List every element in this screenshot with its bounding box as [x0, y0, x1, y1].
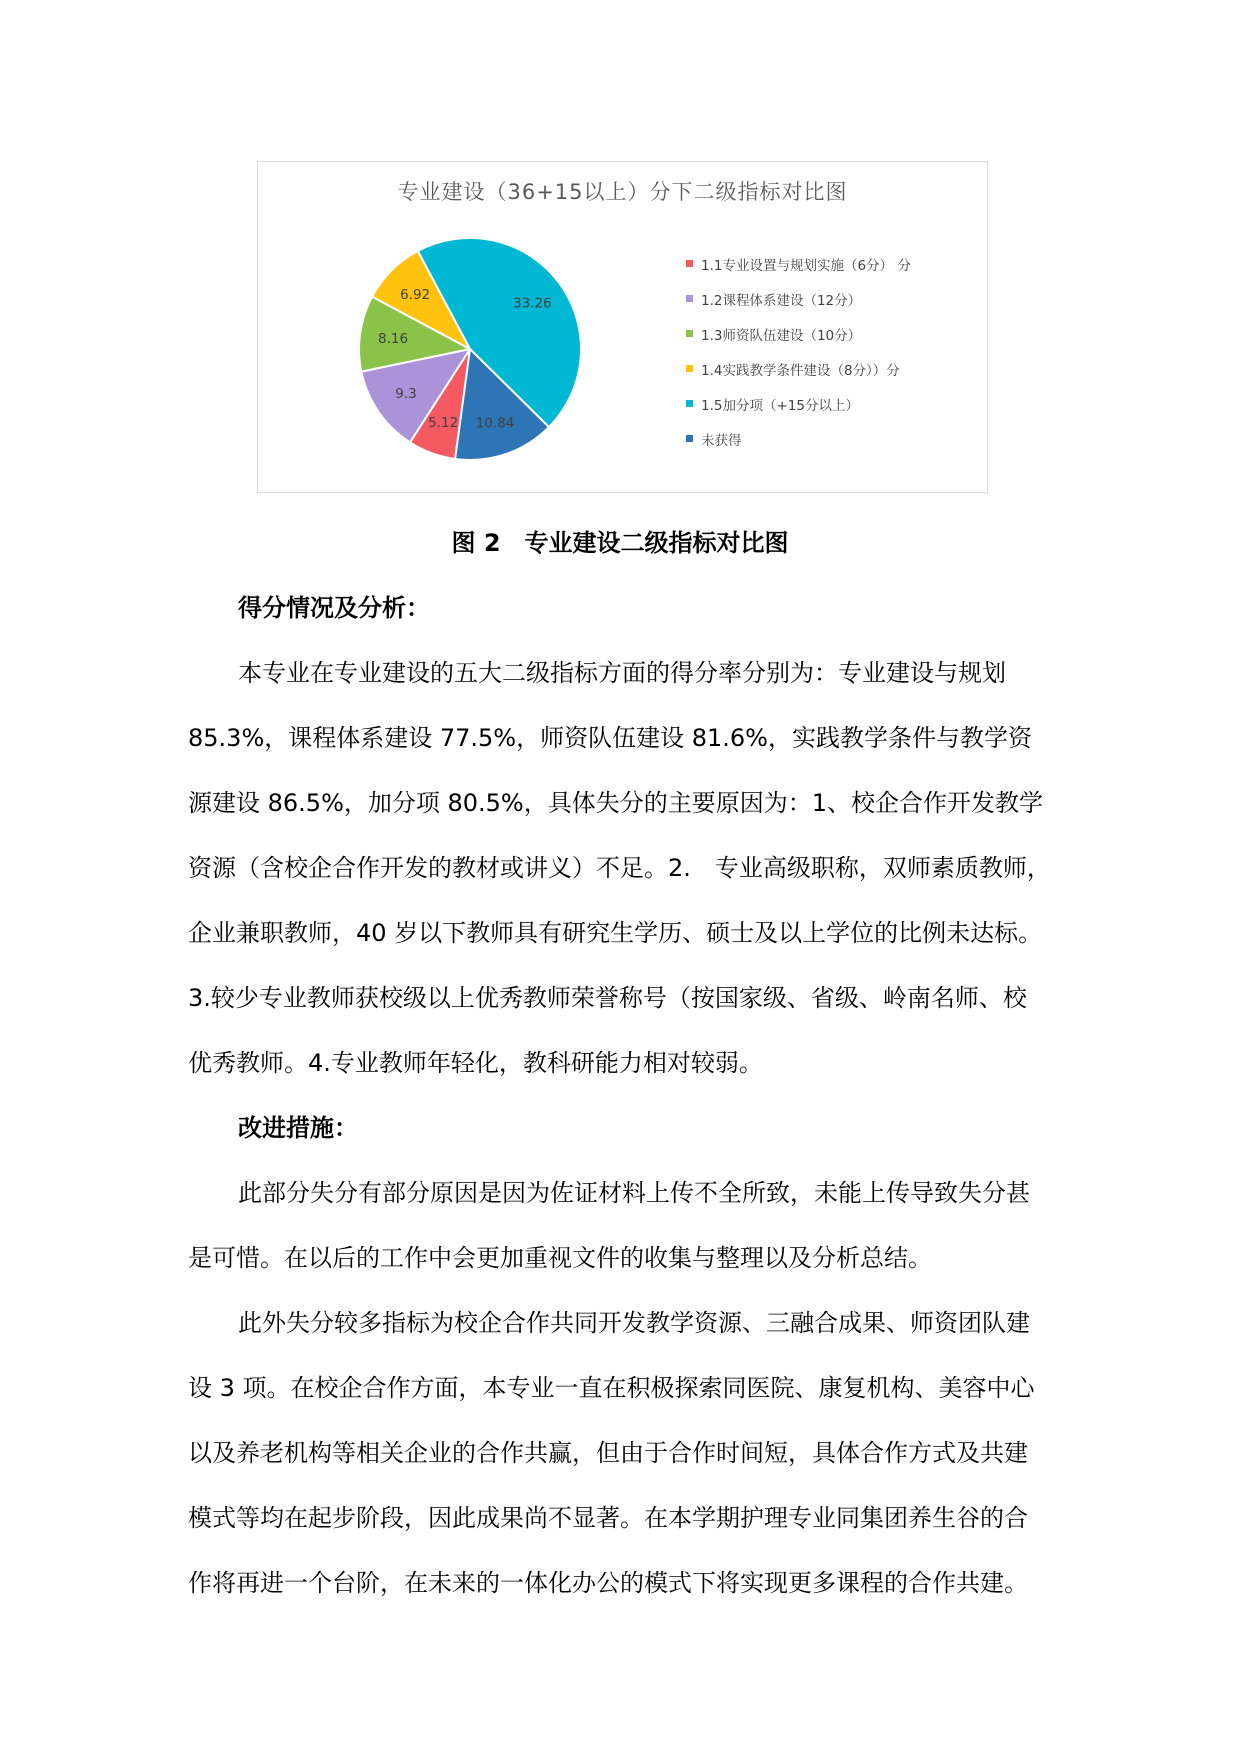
legend-swatch — [686, 365, 693, 372]
legend-item — [686, 351, 911, 386]
paragraph-line: 以及养老机构等相关企业的合作共赢，但由于合作时间短，具体合作方式及共建 — [188, 1439, 1028, 1467]
paragraph-line: 85.3%，课程体系建设 77.5%，师资队伍建设 81.6%，实践教学条件与教学资 — [188, 724, 1032, 752]
legend-item — [686, 421, 911, 456]
pie-data-label: 6.92 — [400, 286, 431, 303]
legend-item — [686, 316, 911, 351]
paragraph-line: 设 3 项。在校企合作方面，本专业一直在积极探索同医院、康复机构、美容中心 — [188, 1374, 1035, 1402]
paragraph-line: 模式等均在起步阶段，因此成果尚不显著。在本学期护理专业同集团养生谷的合 — [188, 1504, 1028, 1532]
paragraph-line: 本专业在专业建设的五大二级指标方面的得分率分别为：专业建设与规划 — [238, 659, 1006, 687]
legend-item — [686, 281, 911, 316]
paragraph-line: 源建设 86.5%，加分项 80.5%，具体失分的主要原因为：1、校企合作开发教学 — [188, 789, 1044, 817]
legend-swatch — [686, 295, 693, 302]
paragraph-line: 企业兼职教师，40 岁以下教师具有研究生学历、硕士及以上学位的比例未达标。 — [188, 919, 1043, 947]
chart-legend — [686, 246, 911, 456]
legend-label: 1.2课程体系建设（12分） — [701, 292, 862, 309]
pie-chart — [257, 161, 988, 493]
legend-item — [686, 386, 911, 421]
legend-item — [686, 246, 911, 281]
legend-label: 1.5加分项（+15分以上） — [701, 397, 859, 414]
legend-label: 1.1专业设置与规划实施（6分） 分 — [701, 257, 911, 274]
paragraph-line: 此外失分较多指标为校企合作共同开发教学资源、三融合成果、师资团队建 — [238, 1309, 1030, 1337]
paragraph-line: 是可惜。在以后的工作中会更加重视文件的收集与整理以及分析总结。 — [188, 1244, 932, 1272]
legend-label: 1.3师资队伍建设（10分） — [701, 327, 862, 344]
paragraph-line: 作将再进一个台阶，在未来的一体化办公的模式下将实现更多课程的合作共建。 — [188, 1569, 1028, 1597]
legend-label: 1.4实践教学条件建设（8分））分 — [701, 362, 900, 379]
figure-title: 专业建设二级指标对比图 — [524, 529, 789, 557]
legend-swatch — [686, 435, 693, 442]
pie-data-label: 9.3 — [395, 386, 417, 403]
pie-data-label: 10.84 — [475, 415, 515, 432]
legend-swatch — [686, 400, 693, 407]
pie-data-label: 5.12 — [428, 414, 459, 431]
paragraph-line: 优秀教师。4.专业教师年轻化，教科研能力相对较弱。 — [188, 1049, 763, 1077]
chart-title: 专业建设（36+15以上）分下二级指标对比图 — [397, 180, 848, 204]
figure-caption — [0, 523, 1240, 558]
pie-data-label: 8.16 — [378, 330, 409, 347]
legend-swatch — [686, 330, 693, 337]
paragraph-line: 资源（含校企合作开发的教材或讲义）不足。2. 专业高级职称，双师素质教师， — [188, 854, 1051, 882]
paragraph-line: 3.较少专业教师获校级以上优秀教师荣誉称号（按国家级、省级、岭南名师、校 — [188, 984, 1027, 1012]
legend-swatch — [686, 260, 693, 267]
section-heading: 得分情况及分析： — [238, 594, 430, 622]
paragraph-line: 此部分失分有部分原因是因为佐证材料上传不全所致，未能上传导致失分甚 — [238, 1179, 1030, 1207]
section-heading: 改进措施： — [238, 1114, 358, 1142]
figure-number: 图 2 — [451, 529, 501, 557]
pie-data-label: 33.26 — [512, 295, 552, 312]
legend-label: 未获得 — [701, 432, 742, 449]
analysis-section — [188, 576, 1058, 1616]
